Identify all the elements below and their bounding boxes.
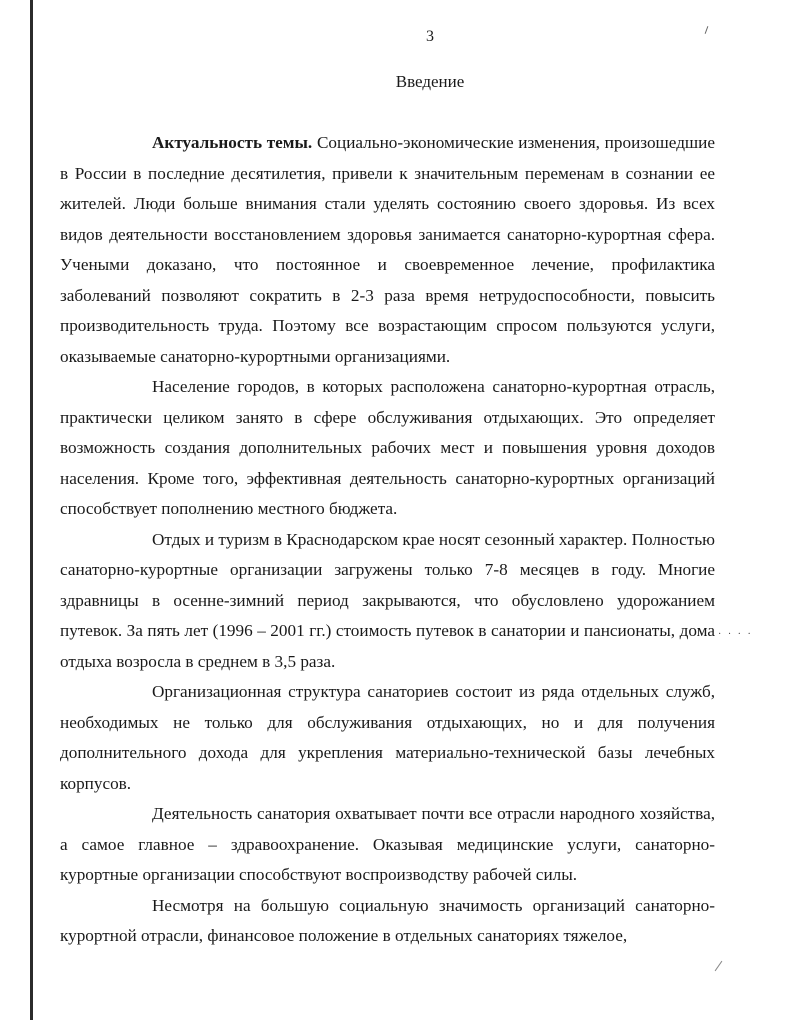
paragraph-structure: Организационная структура санаториев состоит из ряда отдельных служб, необходимых не только для обслуживания отдыхающих, но и для получения дополнительного дохода для укрепления материально-технической базы лечебных корпусов. (60, 682, 715, 793)
paragraph-activity: Деятельность санатория охватывает почти все отрасли народного хозяйства, а самое главное – здравоохранение. Оказывая медицинские услуги, санаторно-курортные организации способствуют воспроизводству рабочей силы. (60, 804, 715, 884)
paragraph-significance: Несмотря на большую социальную значимость организаций санаторно-курортной отрасли, финансовое положение в отдельных санаториях тяжелое, (60, 895, 715, 945)
paragraph-lead: Актуальность темы. (152, 133, 313, 152)
section-title: Введение (395, 72, 465, 91)
paragraph-population: Население городов, в которых расположена санаторно-курортная отрасль, практически целиком занято в сфере обслуживания отдыхающих. Это определяет возможность создания дополнительных рабочих мест и повышения уровня доходов населения. Кроме того, эффективная деятельность санаторно-курортных организаций способствует пополнению местного бюджета. (60, 377, 715, 518)
margin-scan-dots: · · · · (718, 629, 753, 640)
body-text (60, 128, 715, 952)
scan-left-edge (30, 0, 33, 1020)
paragraph-text: Социально-экономические изменения, произошедшие в России в последние десятилетия, привели к значительным переменам в сознании ее жителей. Люди больше внимания стали уделять состоянию своего здоровья. Из всех видов деятельности восстановлением здоровья занимается санаторно-курортная сфера. Учеными доказано, что постоянное и своевременное лечение, профилактика заболеваний позволяют сократить в 2-3 раза время нетрудоспособности, повысить производительность труда. Поэтому все возрастающим спросом пользуются услуги, оказываемые санаторно-курортными организациями. (60, 133, 715, 366)
paragraph-relevance (60, 128, 715, 372)
paragraph-tourism: Отдых и туризм в Краснодарском крае носят сезонный характер. Полностью санаторно-курортные организации загружены только 7-8 месяцев в году. Многие здравницы в осенне-зимний период закрываются, что обусловлено удорожанием путевок. За пять лет (1996 – 2001 гг.) стоимость путевок в санатории и пансионаты, дома отдыха возросла в среднем в 3,5 раза. (60, 529, 715, 671)
document-page (60, 0, 780, 1020)
page-number: 3 (426, 28, 434, 45)
